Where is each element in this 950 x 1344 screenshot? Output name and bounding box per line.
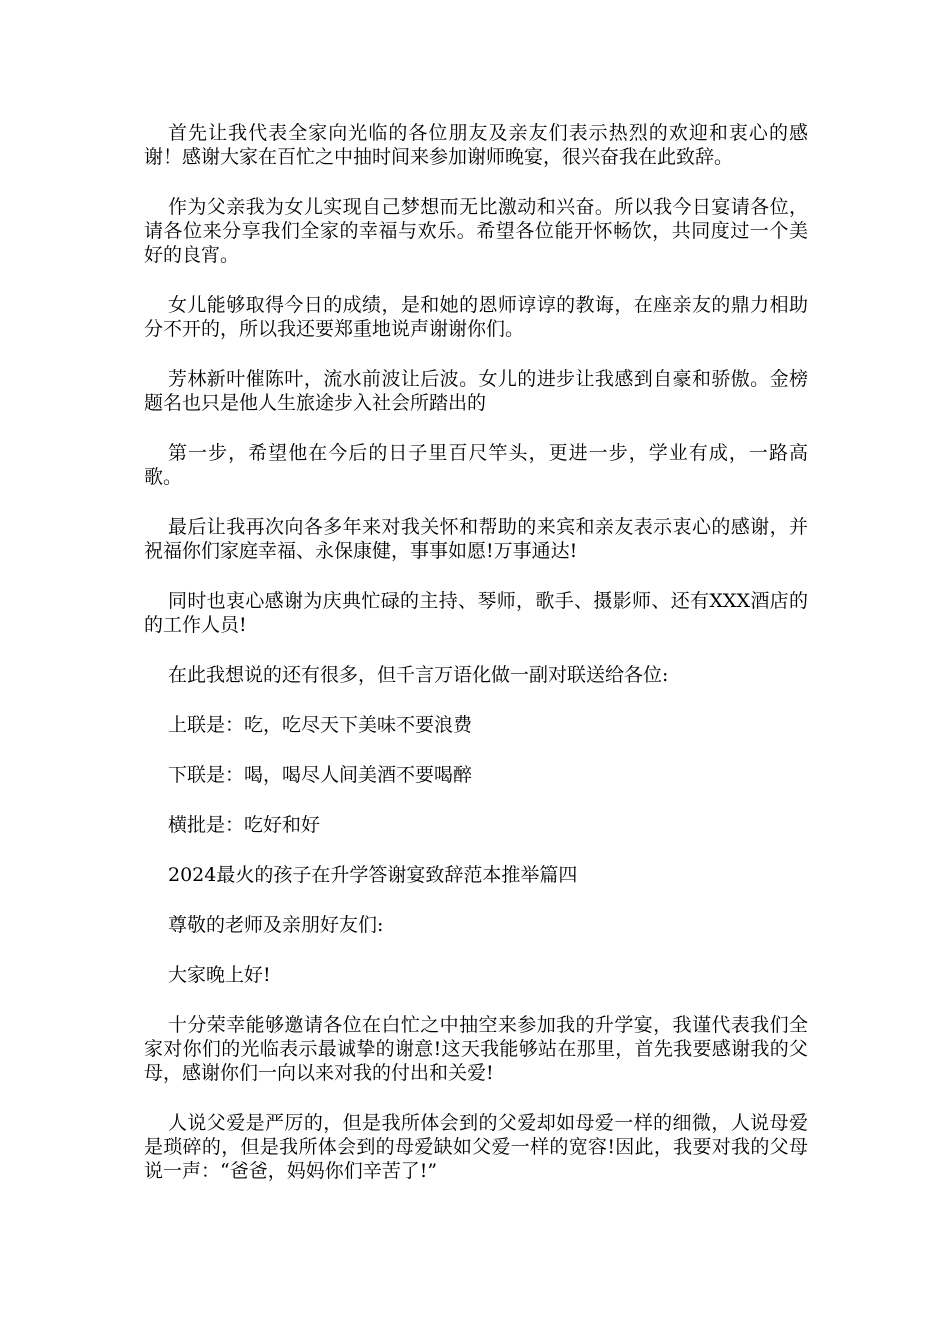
paragraph-greeting: 大家晚上好! bbox=[168, 964, 271, 986]
paragraph-couplet-lower: 下联是：喝，喝尽人间美酒不要喝醉 bbox=[168, 764, 473, 786]
paragraph-thanks-teachers: 女儿能够取得今日的成绩，是和她的恩师谆谆的教诲，在座亲友的鼎力相助分不开的，所以我还要郑重地说声谢谢你们。 bbox=[144, 294, 808, 340]
paragraph-couplet-intro: 在此我想说的还有很多，但千言万语化做一副对联送给各位: bbox=[168, 664, 669, 686]
document-body bbox=[144, 121, 808, 1209]
paragraph-first-step: 第一步，希望他在今后的日子里百尺竿头，更进一步，学业有成，一路高歌。 bbox=[144, 442, 808, 488]
paragraph-father-pride: 作为父亲我为女儿实现自己梦想而无比激动和兴奋。所以我今日宴请各位，请各位来分享我们全家的幸福与欢乐。希望各位能开怀畅饮，共同度过一个美好的良宵。 bbox=[144, 196, 808, 266]
paragraph-welcome: 首先让我代表全家向光临的各位朋友及亲友们表示热烈的欢迎和衷心的感谢！感谢大家在百忙之中抽时间来参加谢师晚宴，很兴奋我在此致辞。 bbox=[144, 122, 808, 168]
paragraph-salutation: 尊敬的老师及亲朋好友们: bbox=[168, 914, 384, 936]
paragraph-honored: 十分荣幸能够邀请各位在白忙之中抽空来参加我的升学宴，我谨代表我们全家对你们的光临表示最诚挚的谢意!这天我能够站在那里，首先我要感谢我的父母，感谢你们一向以来对我的付出和关爱! bbox=[144, 1014, 808, 1084]
paragraph-progress: 芳林新叶催陈叶，流水前波让后波。女儿的进步让我感到自豪和骄傲。金榜题名也只是他人生旅途步入社会所踏出的 bbox=[144, 368, 808, 414]
paragraph-staff-thanks: 同时也衷心感谢为庆典忙碌的主持、琴师，歌手、摄影师、还有XXX酒店的的工作人员! bbox=[144, 590, 808, 636]
paragraph-final-thanks: 最后让我再次向各多年来对我关怀和帮助的来宾和亲友表示衷心的感谢，并祝福你们家庭幸福、永保康健，事事如愿!万事通达! bbox=[144, 516, 808, 562]
paragraph-parents-love: 人说父爱是严厉的，但是我所体会到的父爱却如母爱一样的细微，人说母爱是琐碎的，但是我所体会到的母爱缺如父爱一样的宽容!因此，我要对我的父母说一声：“爸爸，妈妈你们辛苦了!” bbox=[144, 1112, 808, 1182]
section-heading: 2024最火的孩子在升学答谢宴致辞范本推举篇四 bbox=[168, 864, 578, 886]
paragraph-couplet-upper: 上联是：吃，吃尽天下美味不要浪费 bbox=[168, 714, 473, 736]
paragraph-couplet-horizontal: 横批是：吃好和好 bbox=[168, 814, 321, 836]
